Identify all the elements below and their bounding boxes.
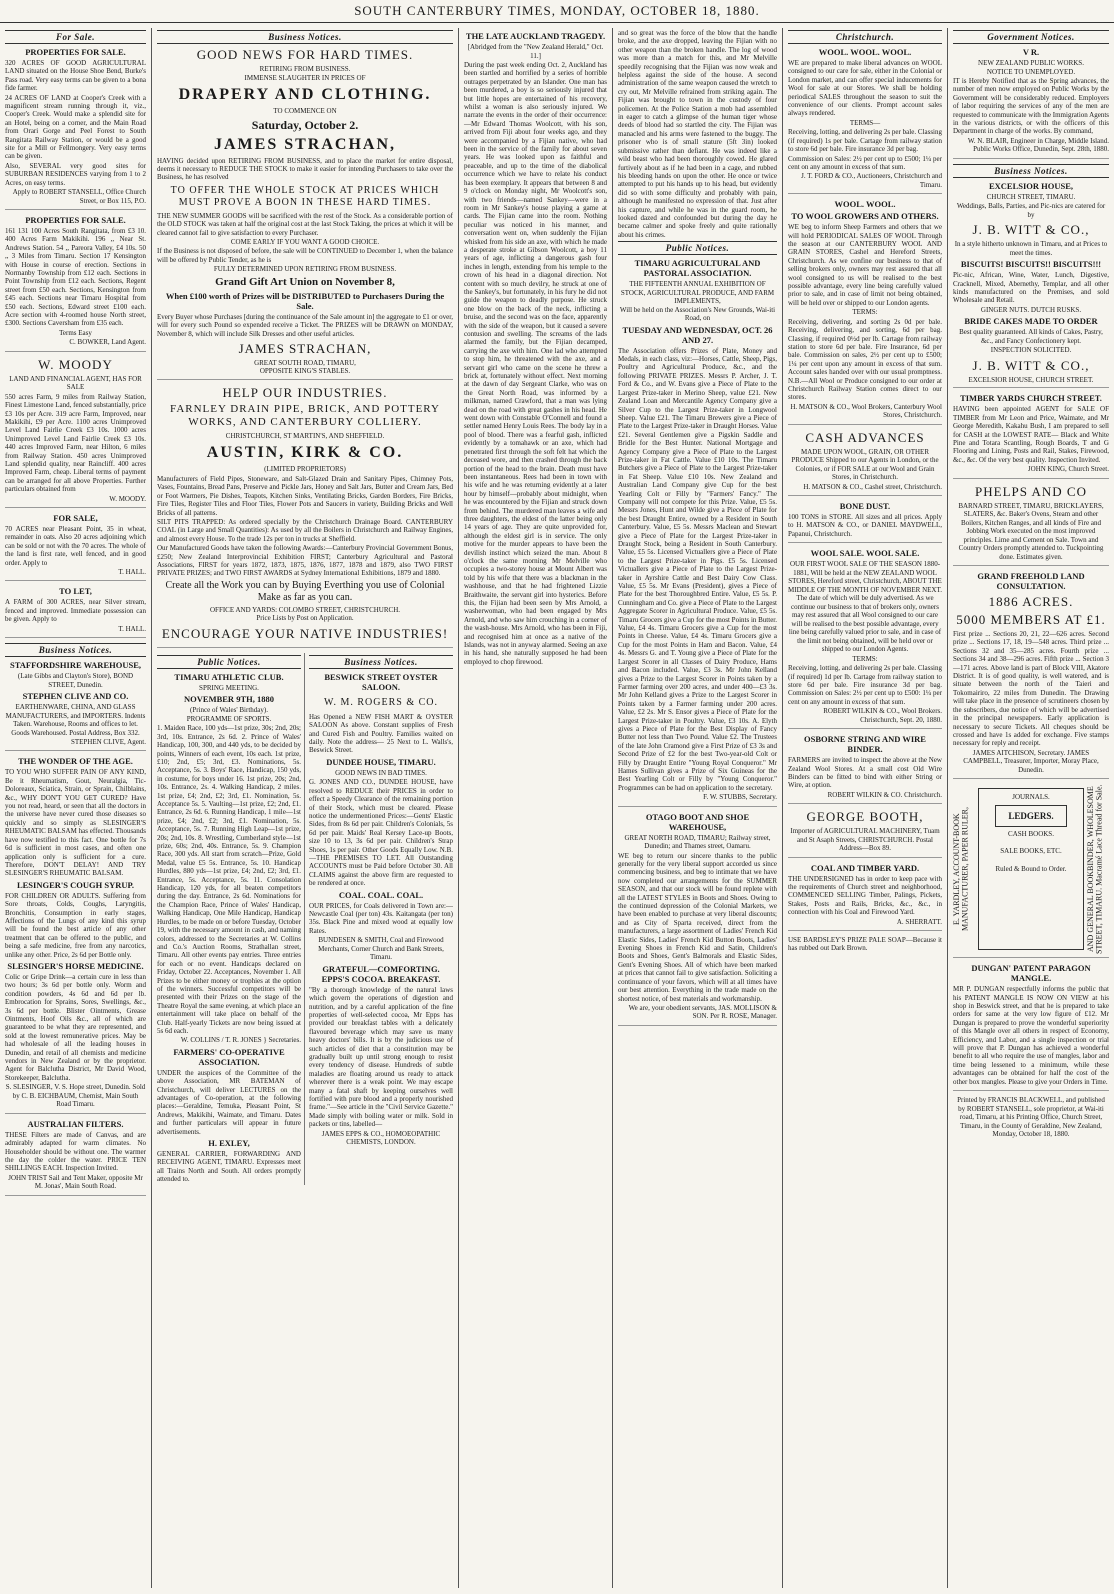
ad-title: DUNGAN' PATENT PARAGON MANGLE. xyxy=(971,963,1091,984)
ad-title: WOOL SALE. WOOL SALE. xyxy=(810,548,920,559)
ad-text: LAND AND FINANCIAL AGENT, HAS FOR SALE xyxy=(9,374,142,392)
ad-text: Manufacturers of Field Pipes, Stoneware, and Salt-Glazed Drain and Sanitary Pipes, Chimney Pots, Vases, Fountains, Bread Pans, Preserve and Pickle Jars, Honey and Salt Jars, Butter and Cream Jars, Bed or Foot Warmers, Pie Dishes, Teapots, Kitchen Sinks, Ventilating Bricks, Garden Borders, Fire Bricks, Fire Tiles, Register Tiles and Floor Tiles, Flower Pots and Saucers in variety, Building Bricks and Well Bricks of all patterns. xyxy=(157,474,453,517)
wilkin-wool-ad xyxy=(788,548,942,729)
ad-text: NEW ZEALAND PUBLIC WORKS. xyxy=(978,59,1084,67)
bone-dust-ad xyxy=(788,501,942,543)
ad-text: Pic-nic, African, Wine, Water, Lunch, Digestive, Cracknell, Mixed, Abernethy, Templar, and all other kinds manufactured on the Premises, and sold Wholesale and Retail. xyxy=(953,271,1109,305)
ad-signature: A. SHERRATT. xyxy=(896,917,942,926)
ad-title: EXCELSIOR HOUSE, xyxy=(988,180,1074,191)
ledger-box xyxy=(978,788,1084,950)
ad-text: GOOD NEWS IN BAD TIMES. xyxy=(335,768,427,777)
ad-headline: CASH ADVANCES xyxy=(805,429,925,445)
ad-text: G. JONES AND CO., DUNDEE HOUSE, have resolved to REDUCE their PRICES in order to effect a Speedy Clearance of the remaining portion of their Stock, which must be cleared. Please notice the undermentioned Prices:—Gents' Elastic Sides, from 8s 6d per pair. Children's Colonials, 5s 6d per pair. Maids' Real Kersey Lace-up Boots, size 10 to 13, 3s 6d per pair. Children's Strap Shoes, 1s per pair. Other Goods Equally Low. N.B.—THE PREMISES TO LET. All Outstanding ACCOUNTS must be Paid before October 30. All CLAIMS against the above firm are requested to be rendered at once. xyxy=(309,778,453,888)
ad-title: BESWICK STREET OYSTER SALOON. xyxy=(324,671,438,692)
ad-name: H. EXLEY, xyxy=(208,1138,250,1149)
ledger-label: JOURNALS. xyxy=(1012,793,1050,802)
ad-date: NOVEMBER 9TH, 1880 xyxy=(184,694,274,705)
ad-text: Best quality guaranteed. All kinds of Cakes, Pastry, &c., and Fancy Confectionery kept. xyxy=(959,328,1103,345)
yardley-left: E. YARDLEY, ACCOUNT-BOOK MANUFACTURER, PAPER RULER, xyxy=(952,807,970,932)
yardley-right: AND GENERAL BOOKBINDER, WHOLESOME STREET, TIMARU. Macramé Lace Thread for Sale. xyxy=(1086,784,1104,954)
osborne-binder-ad xyxy=(788,734,942,804)
ad-text: IMMENSE SLAUGHTER IN PRICES OF xyxy=(244,73,366,82)
bowker-ad xyxy=(5,215,146,352)
ad-text: FOR CHILDREN OR ADULTS. Suffering from Sore throats, Colds, Coughs, Laryngitis, Bronchitis, Consumption in early stages, Affections of the Lungs of any kind this syrup will be found the best article of any other treatment that can be offered to the public, and being a safe medicine, free from any narcotics, unlike any other. Price, 2s 6d per Bottle only. xyxy=(5,891,146,959)
column-6 xyxy=(948,28,1114,1588)
filters-ad xyxy=(5,1119,146,1196)
ad-title: TO LET, xyxy=(59,586,92,597)
ad-text: INSPECTION SOLICITED. xyxy=(990,346,1072,355)
ad-text: OUR FIRST WOOL SALE OF THE SEASON 1880-1881, Will be held at the NEW ZEALAND WOOL STORES, Hereford street, Christchurch, ABOUT THE MIDDLE OF THE MONTH OF NOVEMBER NEXT. The date of which will be duly advertised. As we continue our business to that of brokers only, owners may rest assured that all Wool consigned to our care will be realised to the best possible advantage, every line being carefully valued prior to sale, and in case of the limit not being obtained, will be held over or shipped to our London Agents. xyxy=(788,560,942,654)
section-header-public: Public Notices. xyxy=(157,655,301,669)
ad-text: Receiving, delivering, and sorting 2s 0d per bale. Receiving, delivering, and sorting, 6d per bag. Classing, if required 0½d per lb. Cartage from railway station to store 6d per bale. Fire Insurance, 6d per bale. Commission on sales, 2½ per cent up to £500; 1¼ per cent upon any amount in excess of that sum. Account sales handed over with our usual promptness. N.B.—All Wool or Produce consigned to our order at Christchurch Railway Station comes direct to our stores. xyxy=(788,317,942,402)
ad-title: LESINGER'S COUGH SYRUP. xyxy=(16,879,135,890)
ad-title: TIMBER YARDS CHURCH STREET. xyxy=(960,393,1102,404)
ad-title: SLESINGER'S HORSE MEDICINE. xyxy=(7,960,144,971)
ad-signature: We are, your obedient servants, JAS. MOLLISON & SON. Per R. ROSE, Manager. xyxy=(628,1003,777,1021)
ad-text: FULLY DETERMINED UPON RETIRING FROM BUSINESS. xyxy=(213,265,397,274)
ad-name: J. B. WITT & CO., xyxy=(972,222,1090,238)
otago-boot-ad xyxy=(618,812,777,1026)
ledger-label: CASH BOOKS. xyxy=(1008,830,1054,839)
ad-text: Also, SEVERAL very good sites for SUBURBAN RESIDENCES varying from 1 to 2 Acres, on easy terms. xyxy=(5,161,146,187)
ad-text: RETIRING FROM BUSINESS. xyxy=(259,65,351,73)
ad-text: 1. Maiden Race, 100 yds—1st prize, 30s; 2nd, 20s; 3rd, 10s. Entrance, 2s 6d. 2. Prince of Wales' Handicap, 100, 300, and 440 yds, to be decided by points, Winners of each event, 10s each. 1st prize, £10; 2nd, £5; 3rd, £3. Nominations, 5s. Acceptance, 5s. 3. Boys' Race, Handicap, 150 yds, in costume, for boys under 16. 1st prize, 20s; 2nd, 10s. Entrance, 2s. 4. Walking Handicap, 2 miles. 1st prize, £4; 2nd, £2; 3rd, £1. Nomination, 5s. Acceptance 5s. 5. Vaulting—1st prize, £2; 2nd, £1. Entrance, 2s 6d. 6. Running Handicap, 1 mile—1st prize, £4; 2nd, £2; 3rd, £1. Nomination, 5s. Acceptance, 5s. 7. Running High Leap—1st prize, 20s; 2nd, 10s. 8. Wrestling, Cumberland style—1st prize, 60s; 2nd, 40s. Entrance, 5s. 9. Champion Race, 300 yds. All start from scratch—Prize, Gold Medal, value £5 5s. Entrance, 5s. 10. Handicap Hurdles, 880 yds—1st prize, £4; 2nd, £2; 3rd, £1. Entrance, 5s. Acceptance, 5s. 11. Consolation Handicap, 120 yds, for all beaten competitors during the day. Entrance, 2s 6d. Nominations for the Champion Race, Prince of Wales' Handicap, Walking Handicap, One Mile Handicap, Handicap Hurdles, to be made on or before Tuesday, October 19, with the necessary amount in cash, and naming colors, addressed to the Secretaries at W. Collins and Co.'s Auction Rooms, Strathallan street, Timaru. All other events pay entries. Three entries for each or no event. Handicaps declared on Friday, October 22. Acceptances, November 1. All Prizes to be either money or trophies at the option of the winners. Successful competitors will be presented with their Prizes on the stage of the Theatre Royal the same evening, at which place an entertainment will take place on behalf of the Club. Half-yearly Tickets are now being issued at 5s 6d each. xyxy=(157,724,301,1035)
ad-signature: JAMES EPPS & CO., HOMOEOPATHIC CHEMISTS, LONDON. xyxy=(321,1129,441,1147)
ad-text: Colic or Gripe Drink—a certain cure in less than two hours; 3s 6d per bottle only. Worm and condition powders, 4s 6d and 6d per lb. Embrocation for Sprains, Sores, Swellings, &c., 3s 6d per bottle. Blister Ointments, Grease Ointments, Hoof Oils &c., all of which are guaranteed to be what they are represented, and sold at the lowest remunerative prices. May be had wholesale of all the leading houses in Dunedin, and retail of all chemists and medicine vendors in New Zealand or by the proprietor. Agent for Balclutha District, Mr David Wood, Storekeeper, Balclutha. xyxy=(5,972,146,1082)
ad-text: 24 ACRES OF LAND at Cooper's Creek with a magnificent stream running through it, viz., Cooper's Creek. Would make a splendid site for an Hotel, being on a corner, and the Main Road from Orari Gorge and Peel Forest to South Rangitata Railway Station, or would be a good site for a Mill or Fellmongery. Very easy terms can be given. xyxy=(5,93,146,161)
ad-text: When £100 worth of Prizes will be DISTRIBUTED to Purchasers During the Sale. xyxy=(165,290,445,311)
ad-headline: HELP OUR INDUSTRIES. xyxy=(222,384,388,400)
ad-title: OTAGO BOOT AND SHOE WAREHOUSE, xyxy=(645,811,750,832)
ad-text: EXCELSIOR HOUSE, CHURCH STREET. xyxy=(968,375,1094,384)
hall-let-ad xyxy=(5,586,146,638)
dungan-ad xyxy=(953,963,1109,1091)
ad-title: GRATEFUL—COMFORTING. EPPS'S COCOA. BREAKFAST. xyxy=(321,963,441,984)
article-body: During the past week ending Oct. 2, Auckland has been startled and horrified by a series of horrible outrages perpetrated by an Islander. One man has been murdered, a boy is so seriously injured that but little hopes are entertained of his recovery, whilst a woman is also seriously injured. We narrate the events in the order of their occurrence:—Mr Edward Thomas Woolcott, with his son, arrived from Fiji about four weeks ago, and they were accompanied by a Fijian native, who had been in the service of the family for about seven years. He was looked upon as faithful and peaceable, and up to the time of the diabolical occurrence which we have to relate his conduct has been exemplary. It appears that between 8 and 9 o'clock on Monday night, Mr Woolcott's son, with two friends—named Sankey—were in a room in Mr Sankey's house playing a game at cards. The Fijian came into the room. Nothing peculiar was noticed in his manner, and conversation went on, when suddenly the Fijian whisked from his side an axe, with which he made a desperate stroke at Gibson Woolcott, a boy 11 years of age, inflicting a dangerous gash four inches in length, extending from his temple to the crown of his head in a diagonal direction. Not content with so much devilry, he struck at one of the Sankey's, but fortunately, in his fury he did not guide the weapon to deadly purpose. He struck one blow on the back of the neck, inflicting a bruise, and the second was on the face, apparently with the side of the weapon, but it caused a severe contusion and swelling. The screams of the lads alarmed the family, but the Fijian decamped, carrying the axe with him. One lad who attempted to stop him, he threatened with the axe, and a servant girl who came on the scene he threw a brick at, fortunately without effect. Next morning at the dawn of day Sergeant Clarke, who was on the Great North Road, was informed by a milkman, named Crawford, that a man was lying dead on the road with great gashes in his head. He went down with Constable O'Connell and found a settler named Henry Louis Rees. The body lay in a pool of blood. There was a fearful gash, inflicted evidently by a tomahawk or an axe, which had penetrated first through the soft felt hat which the deceased wore, and then crashed through the back portion of the head to the brain. Death must have been instantaneous. Rees had been in town with his wife and he was returning evidently at a later hour by himself—probably about midnight, when he was encountered by the Fijian and struck down from behind. The murdered man leaves a wife and three daughters, the eldest of the latter being only 14 years of age. They are quite unprovided for, although the eldest girl is in service. The only motive for the murder appears to have been the devilish instinct which seized the man. About 8 o'clock the same morning Mr Melville who occupies a two-storey house at Mount Albert was told by his wife that there was a blackman in the washhouse, and that he had frightened Lizzie Braithwaite, the servant girl into hysterics. Before this, the Fijian had been seen by Mrs Arnold, a washerwoman, who had been engaged by Mrs Arnold, and who saw him crouching in a corner of the wash-house. Mrs Arnold, who has been in Fiji, and recognised him at once as a native of the Islands, was not in anyway alarmed. Seeing an axe in his hand, she naturally supposed he had been employed to chop firewood. xyxy=(464,61,607,666)
column-3 xyxy=(459,28,613,1588)
section-header-business: Business Notices. xyxy=(5,643,146,657)
ad-name: PHELPS AND CO xyxy=(975,483,1087,499)
ad-title: OSBORNE STRING AND WIRE BINDER. xyxy=(804,734,926,755)
ad-text: TO YOU WHO SUFFER PAIN OF ANY KIND, Be it Rheumatism, Gout, Neuralgia, Tic-Doloreaux, Sciatica, Strain, or Sprain, Chilblains, &c., WHY DON'T YOU GET CURED? Have you not read, heard, or seen that all the doctors in the universe have never cured those diseases so quickly and so simply as SLESINGER'S RHEUMATIC BALSAM has effected. Thousands have now testified to this fact. One bottle for 7s 6d is sufficient in most cases, and often one application only is sufficient for a cure. Therefore, DON'T DELAY! AND TRY SLESINGER'S RHEUMATIC BALSAM. xyxy=(5,768,146,878)
ad-title: BISCUITS! BISCUITS!! BISCUITS!!! xyxy=(960,259,1102,270)
column-5 xyxy=(783,28,948,1588)
ad-name: GEORGE BOOTH, xyxy=(806,809,924,825)
section-header-government: Government Notices. xyxy=(953,30,1109,44)
ad-text: GENERAL CARRIER, FORWARDING AND RECEIVING AGENT, TIMARU. Expresses meet all Trains North and South. All orders promptly attended to. xyxy=(157,1150,301,1184)
section-header-business: Business Notices. xyxy=(309,655,453,669)
ad-title: STAFFORDSHIRE WAREHOUSE, xyxy=(10,660,141,671)
ad-text: Receiving, lotting, and delivering 2s per bale. Classing (if required) 1s per bale. Cartage from railway station to store 6d per bale. Fire insurance 3d per bag. xyxy=(788,128,942,154)
moody-ad xyxy=(5,357,146,508)
ad-signature: W. COLLINS / T. R. JONES } Secretaries. xyxy=(180,1036,301,1045)
ad-signature: ROBERT WILKIN & CO., Wool Brokers. Christchurch, Sept. 20, 1880. xyxy=(823,707,942,724)
ad-title: COAL AND TIMBER YARD. xyxy=(810,862,920,873)
strachan-ad xyxy=(157,47,453,380)
ad-title: TIMARU AGRICULTURAL AND PASTORAL ASSOCIATION. xyxy=(634,258,761,279)
ad-title: DUNDEE HOUSE, TIMARU. xyxy=(326,756,436,767)
ad-text: 161 131 100 Acres South Rangitata, from £3 10. 400 Acres Farm Makikihi. 196 ,, Near St. Andrews Station. 54 ,, Pareora Valley, £4 10s. 50 ,, 3 Miles from Timaru. Section 17 Kensington with House in course of erection. Sections in Normanby Township from £12 each. Sections in Point Township from £12 each. Sections, Regent street from £50 each. Sections, Kensington from £45 each. Sections near Timaru Hospital from £50 each. Sections, Edward street £100 each. Acre section with 4-roomed house North street, £300. Sections Caversham from £35 each. xyxy=(5,226,146,328)
ad-text: TO COMMENCE ON xyxy=(273,107,337,115)
ledger-label: Ruled & Bound to Order. xyxy=(995,865,1067,874)
ad-title: GRAND FREEHOLD LAND CONSULTATION. xyxy=(977,571,1085,592)
ad-text: FARMERS are invited to inspect the above at the New Zealand Wool Stores. At a small cost Old Wire Binders can be fitted to bind with either String or Wire, at option. xyxy=(788,756,942,790)
ad-text: THE FIFTEENTH ANNUAL EXHIBITION OF STOCK, AGRICULTURAL PRODUCE, AND FARM IMPLEMENTS, xyxy=(620,280,775,306)
ad-text: NOTICE TO UNEMPLOYED. xyxy=(986,67,1076,76)
imprint: Printed by FRANCIS BLACKWELL, and published by ROBERT STANSELL, sole proprietor, at Wai-iti road, Timaru, at his Printing Office, Church Street, Timaru, in the County of Geraldine, New Zealand, Monday, October 18, 1880. xyxy=(957,1096,1105,1139)
ad-text: 320 ACRES OF GOOD AGRICULTURAL LAND situated on the House Shoe Bend, Burke's Pass road. Very easy terms can be given to a bona fide farmer. xyxy=(5,59,146,93)
subcolumn-public-notices xyxy=(157,653,305,1185)
section-header-business: Business Notices. xyxy=(157,30,453,44)
stansell-ad xyxy=(5,47,146,210)
ledger-label: LEDGERS. xyxy=(995,805,1067,827)
ad-headline: TO OFFER THE WHOLE STOCK AT PRICES WHICH MUST PROVE A BOON IN THESE HARD TIMES. xyxy=(170,184,440,208)
ad-signature: W. N. BLAIR, Engineer in Charge, Middle Island. Public Works Office, Dunedin, Sept. 28th, 1880. xyxy=(967,136,1109,154)
matson-wool-ad xyxy=(788,199,942,424)
ad-text: TERMS: xyxy=(852,308,878,317)
ad-signature: W. MOODY. xyxy=(109,494,146,503)
ad-signature: S. SLESINGER, V. S. Hope street, Dunedin. Sold by C. B. EICHBAUM, Chemist, Main South Road Timaru. xyxy=(5,1083,146,1109)
slesinger-ad xyxy=(5,756,146,1113)
ad-signature: F. W. STUBBS, Secretary. xyxy=(703,793,777,802)
ad-title: THE WONDER OF THE AGE. xyxy=(18,756,133,767)
ad-signature: JOHN TRIST Sail and Tent Maker, opposite Mr M. Jonas', Main South Road. xyxy=(8,1173,143,1191)
column-2-split xyxy=(157,653,453,1185)
ad-text: UNDER the auspices of the Committee of the above Association, MR BATEMAN of Christchurch, will deliver LECTURES on the advantages of Co-operation, at the following places:—Geraldine, Temuka, Pleasant Point, St Andrews, Makikihi, Waimate, and Timaru. Dates and further particulars will appear in future advertisements. xyxy=(157,1068,301,1136)
article-title: THE LATE AUCKLAND TRAGEDY. xyxy=(465,31,606,41)
ad-signature: H. MATSON & CO., Wool Brokers, Canterbury Wool Stores, Christchurch. xyxy=(790,402,942,420)
subcolumn-business-notices xyxy=(309,653,453,1185)
ad-title: TIMARU ATHLETIC CLUB. xyxy=(174,671,284,682)
ad-headline: Grand Gift Art Union on November 8, xyxy=(215,275,395,288)
ad-title: WOOL. WOOL. xyxy=(834,199,896,210)
ad-text: 100 TONS in STORE. All sizes and all prices. Apply to H. MATSON & CO., or DANIEL MAYDWELL, Papanui, Christchurch. xyxy=(788,513,942,538)
ad-date: Saturday, October 2. xyxy=(251,117,359,132)
ad-text: EARTHENWARE, CHINA, AND GLASS MANUFACTURERS, and IMPORTERS. Indents Taken. Warehouse, Rooms and offices to let. Goods Warehoused. Postal Address, Box 332. xyxy=(5,703,146,737)
ad-title: COAL. COAL. COAL. xyxy=(338,889,424,900)
ad-title: PROPERTIES FOR SALE. xyxy=(25,214,126,225)
section-header-christchurch: Christchurch. xyxy=(788,30,942,44)
section-header-public: Public Notices. xyxy=(618,241,777,255)
ad-text: In a style hitherto unknown in Timaru, and at Prices to meet the times. xyxy=(954,240,1108,257)
ad-text: TERMS— xyxy=(849,118,881,127)
ad-signature: J. T. FORD & CO., Auctioneers, Christchurch and Timaru. xyxy=(801,172,942,189)
ad-text: PROGRAMME OF SPORTS. xyxy=(186,714,272,723)
ad-text: THE NEW SUMMER GOODS will be sacrificed with the rest of the Stock. As a considerable portion of the OLD STOCK was taken at half the original cost at the last Stock Taking, the prices at which it will be cleared cannot fail to give satisfaction to every Purchaser. xyxy=(157,211,453,237)
ad-text: OPPOSITE KING'S STABLES. xyxy=(259,367,351,376)
ad-text: (LIMITED PROPRIETORS) xyxy=(264,465,346,474)
ad-text: SILT PITS TRAPPED: As ordered specially by the Christchurch Drainage Board. CANTERBURY COAL (in Large and Small Quantities): As used by all the Boilers in Christchurch and Railway Engines, and almost every House. To the trade 12s per ton in trucks at Sheffield. xyxy=(157,518,453,543)
yardley-ad xyxy=(953,784,1109,958)
ad-name: W. MOODY xyxy=(38,356,113,372)
ad-text: Terms Easy xyxy=(59,328,92,337)
ad-signature: STEPHEN CLIVE, Agent. xyxy=(70,738,146,747)
ad-text: HAVING decided upon RETIRING FROM BUSINESS, and to place the market for entire disposal, deems it necessary to REDUCE THE STOCK to make it easier for intending Purchasers to take over the Business, he has resolved xyxy=(157,156,453,182)
ad-text: "By a thorough knowledge of the natural laws which govern the operations of digestion and nutrition, and by a careful application of the fine properties of well-selected cocoa, Mr Epps has provided our breakfast tables with a delicately flavoured beverage which may save us many heavy doctors' bills. It is by the judicious use of such articles of diet that a constitution may be gradually built up until strong enough to resist every tendency of disease. Hundreds of subtle maladies are floating around us ready to attack wherever there is a weak point. We may escape many a fatal shaft by keeping ourselves well fortified with pure blood and a properly nourished frame."—See article in the "Civil Service Gazette." Made simply with boiling water or milk. Sold in packets or tins, labelled— xyxy=(309,985,453,1129)
timber-yard-ad xyxy=(788,863,942,931)
ad-signature: JOHN KING, Church Street. xyxy=(1027,465,1109,474)
ad-text: OUR PRICES, for Coals delivered in Town are:— Newcastle Coal (per ton) 43s. Kaitangata (per ton) 35s. Black Pine and mixed wood at equally low Rates. xyxy=(309,901,453,935)
ad-text: TERMS: xyxy=(852,654,878,663)
bardsley-ad: USE BARDSLEY'S PRIZE PALE SOAP—Because it has rubbed out Dark Brown. xyxy=(788,936,942,953)
freehold-ad xyxy=(953,571,1109,779)
ad-text: THE UNDERSIGNED has in order to keep pace with the requirements of Church street and neighborhood, COMMENCED SELLING Timber, Palings, Pickets, Stakes, Posts and Rails, Bricks, &c., &c., in connection with his Coal and Firewood Yard. xyxy=(788,874,942,917)
hall-sale-ad xyxy=(5,513,146,581)
royal-cipher: V R. xyxy=(1022,47,1040,57)
ad-headline: ENCOURAGE YOUR NATIVE INDUSTRIES! xyxy=(161,625,449,641)
ad-text: WE beg to inform Sheep Farmers and others that we will hold PERIODICAL SALES OF WOOL Through the season at our CANTERBURY WOOL AND GRAIN STORES, Cashel and Hereford Streets, Christchurch. As we confine our business to that of selling brokers only, owners may rest assured that all wool consigned to us will be realised to the best possible advantage, every line being carefully valued prior to sale, and in case of limit not being obtained, will be held over or shipped to our London agents. xyxy=(788,223,942,307)
booth-ad xyxy=(788,809,942,858)
ad-text: IT is Hereby Notified that as the Spring advances, the number of men now employed on Public Works by the Government will be considerably reduced. Employers of labor requiring the services of any of the men are requested to communicate with the Immigration Agents in the various districts, or with the officers of this Department in charge of the works. By command, xyxy=(953,77,1109,136)
ad-text: 550 acres Farm, 9 miles from Railway Station, Finest Limestone Land, fenced substantially, price £3 10s per Acre. 319 acre Farm, Improved, near Makikihi, £9 per Acre. 1100 acres Unimproved Level Land Fairlie Creek £3 10s. 1000 acres Unimproved Level Land Fairlie Creek £3 10s. 440 acres Improved Farm, near Hilton, 6 miles from Railway Station. 450 acres Unimproved Land splendid quality, near Raincliff. 400 acres Improved Farm, cheap. Liberal terms of payment can be arranged for all above Properties. Further particulars obtained from xyxy=(5,392,146,494)
ad-text: MR P. DUNGAN respectfully informs the public that his PATENT MANGLE IS NOW ON VIEW at his shop in Beswick street, and that he is prepared to take orders for same at the very low figure of £12. Mr Dungan is prepared to prove the wonderful superiority of this Mangle over all others in respect of Economy, Efficiency, and Labor, and a single inspection or trial will prove that P. Dungan has achieved a wonderful benefit to all who require the use of mangles, labor and time being lessened to a minimum, while these advantages can be obtained for half the cost of the other box mangles. Please to give your Orders in Time. xyxy=(953,985,1109,1086)
ad-text: Price Lists by Post on Application. xyxy=(256,614,354,623)
column-1 xyxy=(0,28,152,1588)
ad-text: Commission on Sales: 2½ per cent up to £500; 1¼ per cent on any amount in excess of that sum. xyxy=(788,154,942,171)
ad-name: STEPHEN CLIVE AND CO. xyxy=(22,691,129,702)
ad-text: GREAT NORTH ROAD, TIMARU; Railway street, Dunedin; and Thames street, Oamaru. xyxy=(624,833,771,851)
ad-signature: ROBERT WILKIN & CO. Christchurch. xyxy=(827,790,942,799)
ad-name: JAMES STRACHAN, xyxy=(238,340,372,356)
ad-signature: T. HALL. xyxy=(118,624,146,633)
ad-text: COME EARLY IF YOU WANT A GOOD CHOICE. xyxy=(230,237,380,246)
article-source: [Abridged from the "New Zealand Herald," Oct. 11.] xyxy=(467,43,604,60)
ad-signature: C. BOWKER, Land Agent. xyxy=(69,338,146,347)
ad-signature: JAMES AITCHISON, Secretary. JAMES CAMPBELL, Treasurer, Importer, Moray Place, Dunedin. xyxy=(963,748,1099,774)
ad-title: AUSTRALIAN FILTERS. xyxy=(27,1118,124,1129)
ad-title: FOR SALE, xyxy=(53,512,98,523)
ad-text: Weddings, Balls, Parties, and Pic-nics are catered for by xyxy=(956,202,1106,219)
ad-text: If the Business is not disposed of before, the sale will be CONTINUED to December 1, when the balance will be offered by Public Tender, as he is xyxy=(157,247,453,264)
article-body-continued: and so great was the force of the blow that the handle broke, and the axe dropped, leaving the Fijian with no other weapon than the broken handle. The log of wood was more than a match for this, and Mr Melville speedily recognising that the Fijian was now weak and helpless against the side of the house. A second administration of the same weapon caused the wretch to cry out, Mr Melville refrained from striking again. The Fijian was brought to town in the custody of four policemen. At the Police Station a mob had assembled in eager to catch a glimpse of the human tiger whose deeds of blood had so startled the city. The Fijian was manacled and his arms were fastened to the buggy. The prisoner who is of small stature (5ft 3in) looked submissive rather than defiant. He was indeed like a wild beast who had been thoroughly cowed. He glared furtively about as if he had been in a cage, and rubbed his bleeding hands on upon the other. He once or twice attempted to put his hands up to his head, but evidently did so with some difficulty and probably with pain, although he manifested no expression of that. Just after his capture, and while he was in the guard room, he looked dazed and confounded but during the day he became calmer and spoke freely and quite rationally about his crimes. xyxy=(618,29,777,239)
phelps-ad xyxy=(953,484,1109,567)
ad-name: W. M. ROGERS & CO. xyxy=(323,696,439,708)
ad-title: FARMERS' CO-OPERATIVE ASSOCIATION. xyxy=(173,1046,285,1067)
public-works-notice xyxy=(953,47,1109,159)
section-header-business: Business Notices. xyxy=(953,164,1109,178)
ad-text: 70 ACRES near Pleasant Point, 35 in wheat, remainder in oats. Also 20 acres adjoining which can be sold or not with the 70 acres. The whole of the land is first rate, well fenced, and in good order. Apply to xyxy=(5,524,146,567)
ad-text: The Association offers Prizes of Plate, Money and Medals, in each class, viz:—Horses, Cattle, Sheep, Pigs, Poultry and Agricultural Produce, &c., and the following PRIVATE PRIZES. Messrs P. Archer, J. T. Ford & Co., and W. Evans give a Piece of Plate to the Largest Prize-taker in Merino Sheep, value £21. New Zealand Loan and Mercantile Agency Company give a Silver Cup to the Largest Prize-taker in Longwool Sheep. Value £21. The Timaru Brewers give a Piece of Plate to the Largest Prize-taker in Draught Horses. Value £21. Several Gentlemen give a Pigskin Saddle and Bridle for the Best Hunter. National Mortgage and Agency Company give a Piece of Plate to the Largest Prize-taker in Fat Cattle. Value £10 10s. The Timaru Butchers give a Piece of Plate to the Largest Prize-taker in Fat Sheep. Value £10 10s. New Zealand and Australian Land Company give Cup for the best Yearling Colt or Filly by "Farmers' Fancy." The Company will not compete for this Prize. Value, £5 5s. Messrs Jones, Hunt and Wilde give a Piece of Plate for the best Draught Entire, owned by a Resident in South Canterbury. Value, £5 5s. Messrs Maclean and Stewart give a Piece of Plate for the Largest Prize-taker in Draught Stock, being a Resident in South Canterbury. Value, £5 5s. Licensed Victuallers give a Piece of Plate to the Largest Prize-taker in Pigs. £5 5s. Licensed Victuallers give a Piece of Plate to the Largest Prize-taker in Ayrshire Cattle and Best Dairy Cow Class. Value, £5 5s. Mr Evans (President), gives a Piece of Plate for the best Thoroughbred Entire. Value, £5 5s. P. Cunningham and Co. give a Piece of Plate to the Largest Aggregate Scorer in Agricultural Produce. Value, £5 5s. Timaru Grocers give a Cup for the most Points in Butter. Value, £4 4s. Timaru Grocers give a Cup for the most Points in Cheese. Value, £4 4s. Timaru Grocers give a Cup for the most Points in Ham and Bacon. Value, £4 4s. Messrs G. and T. Young give a Piece of Plate for the Largest Scorer in all Classes of Dairy Produce, Hams and Bacon included. Value, £3 3s. Mr John Kelland gives a Prize to the Largest Scorer in Points taken by a Farmer farming over 200 acres, and under 400—£3 3s. Mr John Kelland gives a Prize to the Largest Scorer in Points taken by a Farmer farming under 200 acres. Value, £2 2s. Mr S. Ensor gives a Piece of Plate for the Largest Prize-taker in Poultry. Value, £3 10s. A. Elyth gives a Piece of Plate for the Best Display of Fancy Butter not less than Two Pound. Value £2. The Trustees of the late John Cramond give a First Prize of £3 3s and Second Prize of £2 for the best Two-year-old Colt or Filly by Draught Entire "Young Royal Conqueror." Mr Hames Sullivan gives a Prize of Six Guineas for the Best Yearling Colt or Filly by "Young Conqueror." Programmes can be had on application to the secretary. xyxy=(618,346,777,792)
ad-date: TUESDAY AND WEDNESDAY, OCT. 26 AND 27. xyxy=(622,324,773,345)
agricultural-association-ad xyxy=(618,258,777,806)
ad-text: Every Buyer whose Purchases [during the continuance of the Sale amount in] the aggregate to £1 or over, will for every such Pound so expended receive a Ticket. The PRIZES will be DRAWN on MONDAY, November 8, which will include Silk Dresses and other useful articles. xyxy=(157,312,453,338)
farnley-ad xyxy=(157,385,453,648)
ad-text: MADE UPON WOOL, GRAIN, OR OTHER PRODUCE Shipped to our Agents in London, or the Colonies, or if FOR SALE at our Wool and Grain Stores, in Christchurch. xyxy=(791,447,939,482)
ad-signature: H. MATSON & CO., Cashel street, Christchurch. xyxy=(803,482,942,491)
ad-text: CHRISTCHURCH, ST MARTIN'S, AND SHEFFIELD. xyxy=(225,431,385,440)
staffordshire-ad xyxy=(5,660,146,751)
ad-text: A FARM of 300 ACRES, near Silver stream, fenced and improved. Immediate possession can be given. Apply to xyxy=(5,598,146,624)
ford-wool-ad xyxy=(788,47,942,194)
ad-text: GREAT SOUTH ROAD, TIMARU, xyxy=(254,358,356,367)
ad-text: Receiving, lotting, and delivering 2s per bale. Classing (if required) 1d per lb. Cartage from railway station to store 6d per bale. Fire insurance 3d per bag. Commission on Sales: 2½ per cent up to £500: 1¼ per cent on any amount in excess of that sum. xyxy=(788,664,942,706)
ad-name: JAMES STRACHAN, xyxy=(213,135,396,153)
ad-headline: GOOD NEWS FOR HARD TIMES. xyxy=(196,47,414,62)
ad-title: WOOL. WOOL. WOOL. xyxy=(818,47,912,57)
column-2 xyxy=(152,28,459,1588)
ad-headline: 5000 MEMBERS AT £1. xyxy=(956,612,1106,628)
ad-text: Our Manufactured Goods have taken the following Awards:—Canterbury Provincial Government Bonus, £250; New Zealand Interprovincial Exhibition FIRST; Canterbury Agricultural and Pastoral Associations, FIRST for years 1872, 1873, 1875, 1876, 1877, 1878 and 1879, also TWO FIRST PRIVATE PRIZES; and TWO FIRST AWARDS at Sydney International Exhibitions, 1879 and 1880. xyxy=(157,544,453,578)
ad-title: TO WOOL GROWERS AND OTHERS. xyxy=(791,211,939,222)
ad-name: J. B. WITT & CO., xyxy=(972,357,1090,373)
ad-text: CHURCH STREET, TIMARU. xyxy=(986,192,1076,201)
ad-text: OFFICE AND YARDS: COLOMBO STREET, CHRISTCHURCH. xyxy=(210,605,400,614)
ad-name: AUSTIN, KIRK & CO. xyxy=(206,444,404,462)
ad-title: BRIDE CAKES MADE TO ORDER xyxy=(964,316,1098,327)
ad-text: THESE Filters are made of Canvas, and are admirably adapted for warm climates. No Householder should be without one. The warmer the day the colder the water. PRICE TEN SHILLINGS EACH. Inspection Invited. xyxy=(5,1130,146,1173)
ad-text: Importer of AGRICULTURAL MACHINERY, Tuam and St Asaph Streets, CHRISTCHURCH. Postal Address—Box 89. xyxy=(790,827,940,853)
ad-text: SPRING MEETING. xyxy=(199,683,259,692)
masthead: SOUTH CANTERBURY TIMES, MONDAY, OCTOBER 18, 1880. xyxy=(0,0,1114,23)
ad-text: WE beg to return our sincere thanks to the public generally for the very liberal support accorded us since commencing business, and beg to intimate that we have now completed our arrangements for the SUMMER SEASON, and that our stock will be found replete with all the LATEST STYLES in Boots and Shoes. Owing to the continued depression of the Colonial Markets, we have been enabled to purchase at very liberal discounts; and as City of Sparta received, direct from the manufacturers, a large assortment of Ladies' French Kid Elastic Sides, Ladies' French Kid Button Boots, Ladies' Evening Shoes in French Kid and Satin, Children's Boots and Shoes, Gent's Balmorals and Elastic Sides, Gent's Evening Shoes. All of which have been marked at prices that cannot fail to give satisfaction. Soliciting a continuance of your favors, which will at all times have our best attention. Everything in the trade made on the shortest notice, of best materials and workmanship. xyxy=(618,851,777,1003)
section-header-for-sale: For Sale. xyxy=(5,30,146,44)
ad-text: BARNARD STREET, TIMARU, BRICKLAYERS, SLATERS, &c. Baker's Ovens, Steam and other Boilers, Kitchen Ranges, and all kinds of Fire and Jobbing Work executed on the most improved principles. Lime and Cement on Sale. Town and Country Orders promptly attended to. Tuckpointing done. Estimates given. xyxy=(958,501,1104,561)
ad-signature: T. HALL. xyxy=(118,568,146,576)
ad-text: Has Opened a NEW FISH MART & OYSTER SALOON As above. Constant supplies of Fresh and Cured Fish and Poultry. Families waited on daily. Note the address— 25 Next to L. Walls's, Beswick Street. xyxy=(309,712,453,755)
king-timber-ad xyxy=(953,393,1109,478)
ad-title: BONE DUST. xyxy=(839,501,891,512)
ad-text: HAVING been appointed AGENT for SALE OF TIMBER from Mr Leon and Price, Waimate, and Mr George Meredith, Kakahu Bush, I am prepared to sell for CASH at the LOWEST RATE— Black and White Pine and Totara Scantling, Rough Boards, T and G Flooring and Lining, Posts and Rail, Stakes, Firewood, &c., &c. Of the very best quality. Inspection Invited. xyxy=(953,405,1109,464)
ad-headline: Create all the Work you can by Buying Everthing you use of Colonial Make as far as you can. xyxy=(165,579,445,603)
ad-signature: BUNDESEN & SMITH, Coal and Firewood Merchants, Corner Church and Bank Streets, Timaru. xyxy=(318,936,444,962)
ad-text: (Prince of Wales' Birthday). xyxy=(190,706,268,715)
ledger-label: SALE BOOKS, ETC. xyxy=(1000,846,1062,855)
ad-text: GINGER NUTS. DUTCH RUSKS. xyxy=(980,305,1082,314)
cash-advances-ad xyxy=(788,430,942,496)
ad-text: (Late Gibbs and Clayton's Store), BOND STREET, Dunedin. xyxy=(17,672,134,689)
ad-text: First prize ... Sections 20, 21, 22—626 acres. Second prize ... Sections 17, 18, 19—548 acres. Third prize ... Sections 32 and 35—285 acres. Fourth prize ... Sections 34 and 38—296 acres. Fifth prize ... Section 3 —171 acres. Above land is part of Block VIII, Akatore District. It is of good quality, is well watered, and is situate between the north of the Taieri and Tokomairiro, 22 miles from Dunedin. The Drawing will take place in the presence of scrutineers chosen by the subscribers, due notice of which will be advertised in the principal newspapers. Early application is necessary to secure Tickets. All cheques should be crossed and have 1s added for exchange. Five stamps necessary for reply and receipt. xyxy=(953,630,1109,748)
excelsior-ad xyxy=(953,181,1109,389)
ad-text: Will be held on the Association's New Grounds, Wai-iti Road, on xyxy=(619,305,776,323)
ad-text: WE are prepared to make liberal advances on WOOL consigned to our care for sale, either in the Colonial or London market, and can offer special inducements for Wool for sale at our Stores. We shall be holding periodical SALES throughout the season to suit the convenience of our clients. Prompt account sales always rendered. xyxy=(788,59,942,118)
ad-headline: FARNLEY DRAIN PIPE, BRICK, AND POTTERY WORKS, AND CANTERBURY COLLIERY. xyxy=(170,402,440,428)
ad-headline: DRAPERY AND CLOTHING. xyxy=(178,86,432,103)
ad-signature: Apply to ROBERT STANSELL, Office Church Street, or Box 115, P.O. xyxy=(12,188,146,205)
ad-headline: 1886 ACRES. xyxy=(988,594,1074,610)
column-4 xyxy=(613,28,783,1588)
ad-title: PROPERTIES FOR SALE. xyxy=(25,47,126,57)
